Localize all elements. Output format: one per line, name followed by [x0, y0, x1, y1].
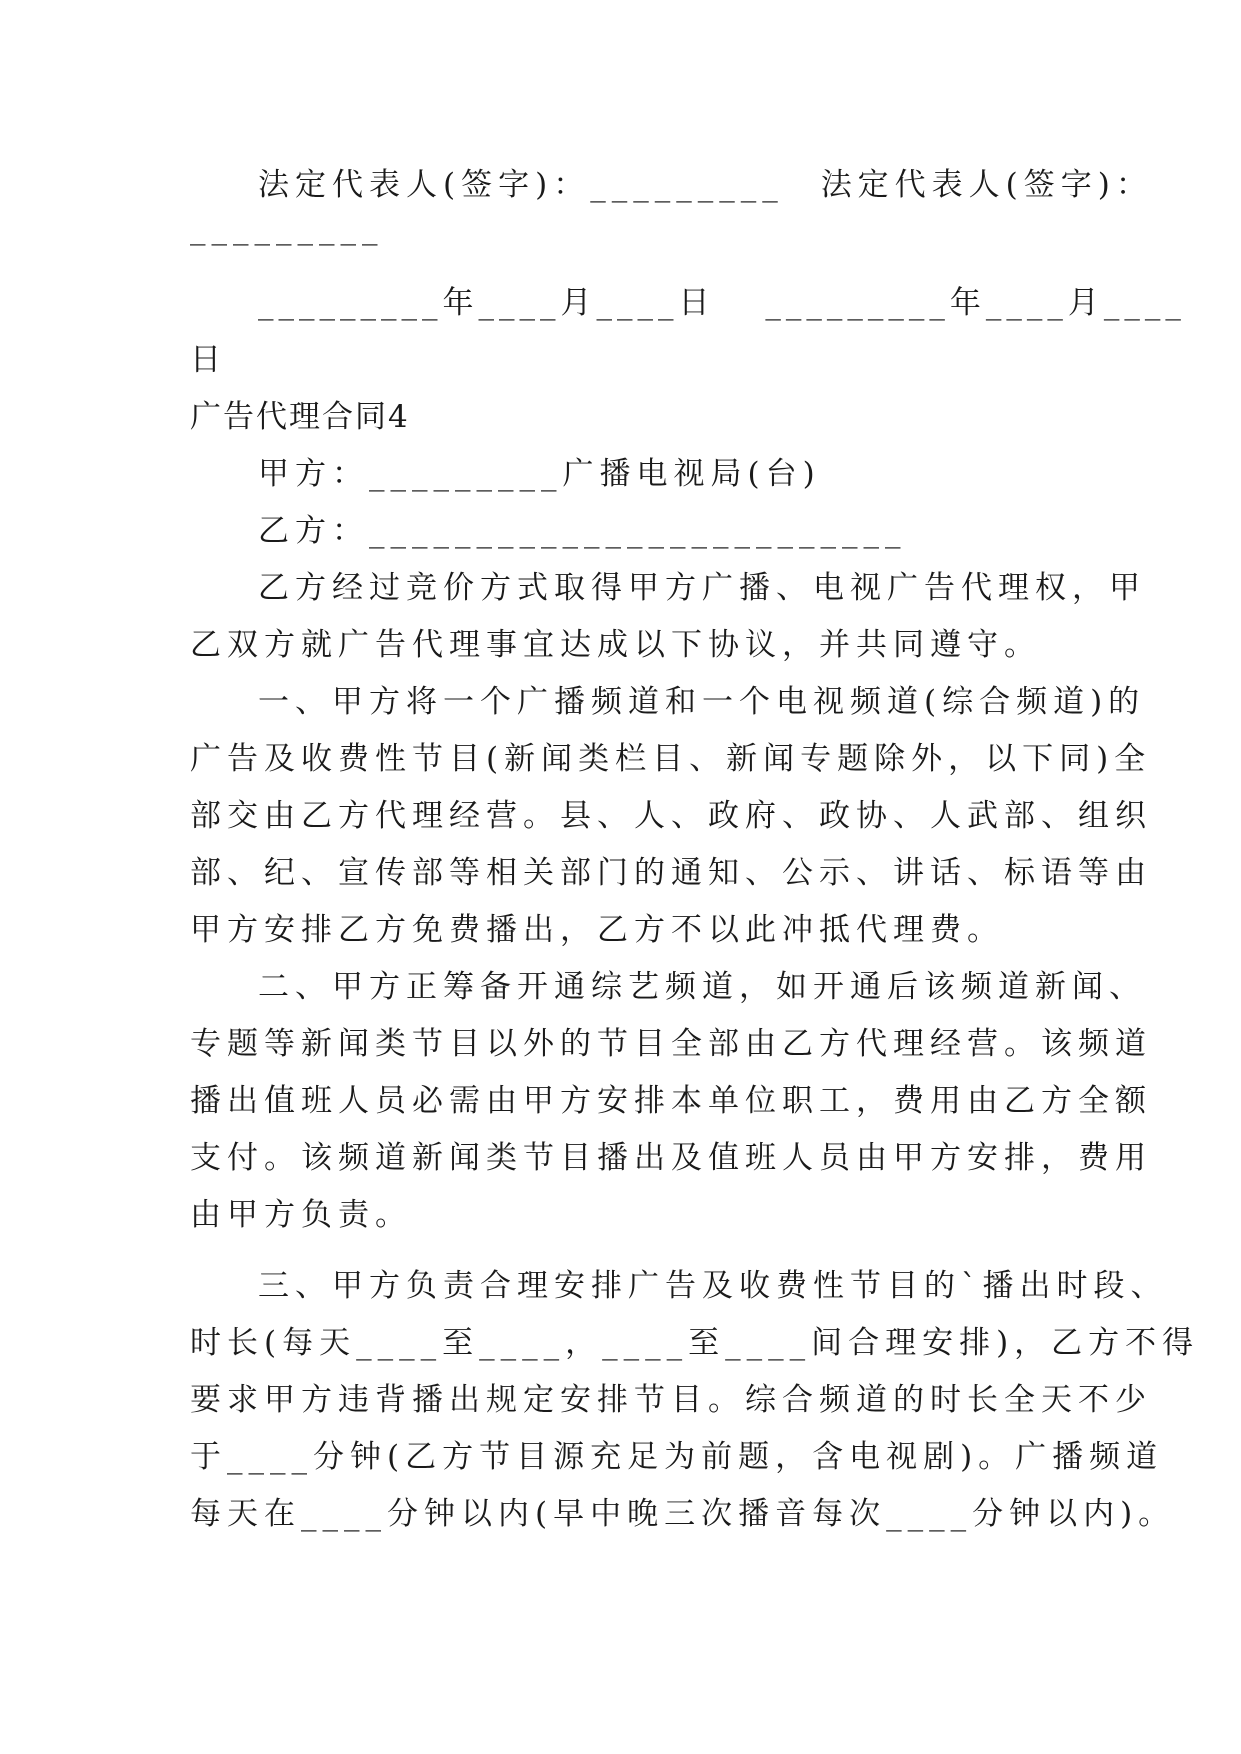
paragraph-line: 部交由乙方代理经营。县、人、政府、政协、人武部、组织 [190, 798, 1152, 834]
paragraph-line: 部、纪、宣传部等相关部门的通知、公示、讲话、标语等由 [190, 855, 1152, 891]
party-a-line: 甲方：_________广播电视局(台) [258, 456, 821, 492]
signature-blank: _________ [190, 210, 384, 246]
paragraph-line: 甲方安排乙方免费播出，乙方不以此冲抵代理费。 [190, 912, 1004, 948]
paragraph-line: 播出值班人员必需由甲方安排本单位职工，费用由乙方全额 [190, 1083, 1152, 1119]
paragraph-line: 一、甲方将一个广播频道和一个电视频道(综合频道)的 [258, 684, 1146, 720]
paragraph-line: 由甲方负责。 [190, 1197, 412, 1233]
paragraph-line: 专题等新闻类节目以外的节目全部由乙方代理经营。该频道 [190, 1026, 1152, 1062]
paragraph-line: 三、甲方负责合理安排广告及收费性节目的`播出时段、 [258, 1268, 1168, 1304]
paragraph-line: 乙方经过竞价方式取得甲方广播、电视广告代理权，甲 [258, 570, 1146, 606]
paragraph-line: 广告及收费性节目(新闻类栏目、新闻专题除外，以下同)全 [190, 741, 1152, 777]
paragraph-line: 时长(每天____至____，____至____间合理安排)，乙方不得 [190, 1325, 1200, 1361]
signature-line: 法定代表人(签字)：_________ 法定代表人(签字)： [258, 167, 1153, 203]
paragraph-line: 二、甲方正筹备开通综艺频道，如开通后该频道新闻、 [258, 969, 1146, 1005]
date-line-end: 日 [190, 342, 227, 378]
date-line: _________年____月____日 _________年____月____ [258, 285, 1186, 321]
paragraph-line: 乙双方就广告代理事宜达成以下协议，并共同遵守。 [190, 627, 1041, 663]
paragraph-line: 每天在____分钟以内(早中晚三次播音每次____分钟以内)。 [190, 1496, 1176, 1532]
contract-title: 广告代理合同4 [190, 399, 410, 435]
paragraph-line: 支付。该频道新闻类节目播出及值班人员由甲方安排，费用 [190, 1140, 1152, 1176]
party-b-line: 乙方：_________________________ [258, 513, 907, 549]
paragraph-line: 于____分钟(乙方节目源充足为前题，含电视剧)。广播频道 [190, 1439, 1164, 1475]
paragraph-line: 要求甲方违背播出规定安排节目。综合频道的时长全天不少 [190, 1382, 1152, 1418]
